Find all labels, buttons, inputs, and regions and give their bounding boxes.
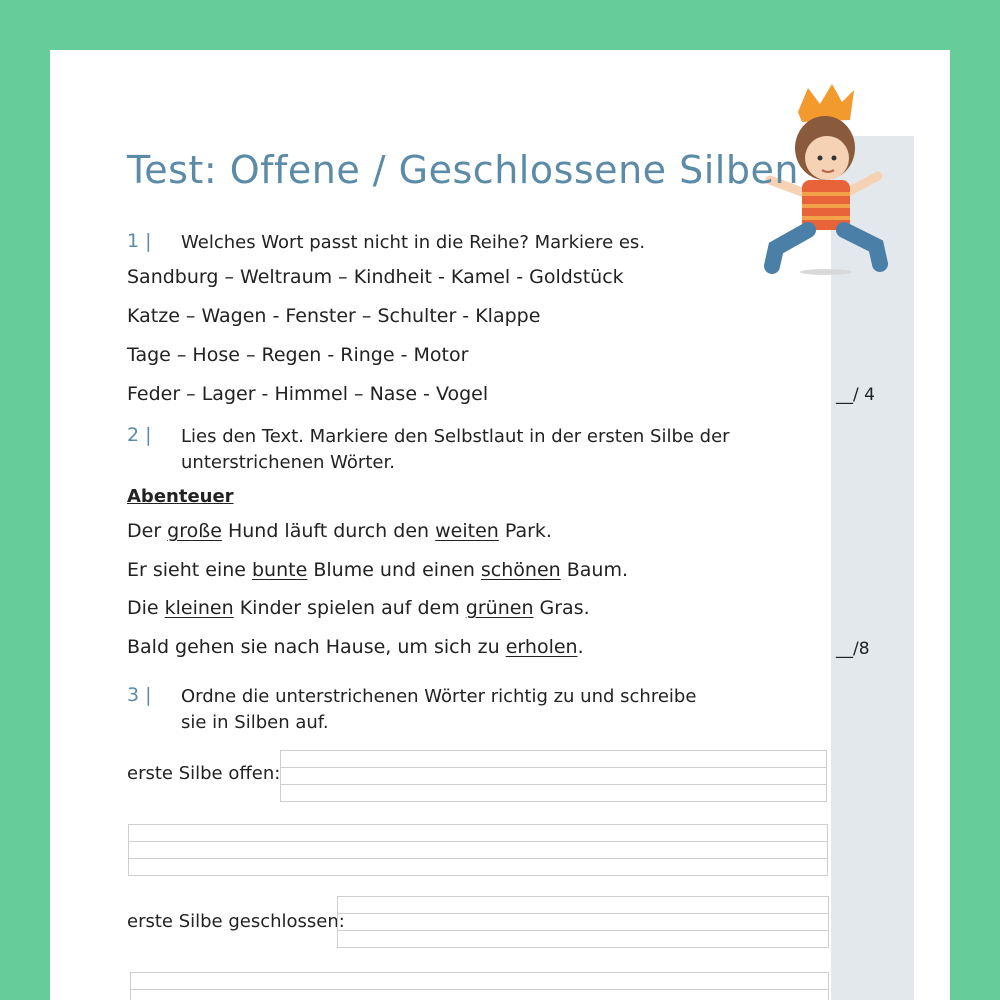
writing-lines-open-1[interactable] [280, 750, 827, 802]
underlined-word: schönen [480, 559, 561, 581]
sentence-4: Bald gehen sie nach Hause, um sich zu erholen. [127, 636, 584, 658]
word-row-3: Tage – Hose – Regen - Ringe - Motor [127, 344, 469, 366]
underlined-word: große [167, 520, 222, 542]
sentence-1: Der große Hund läuft durch den weiten Park. [127, 520, 552, 542]
underlined-word: weiten [435, 520, 499, 542]
text-heading: Abenteuer [127, 486, 234, 507]
question-3-number: 3 | [127, 684, 152, 706]
label-closed-syllable: erste Silbe geschlossen: [127, 911, 345, 932]
writing-lines-open-2[interactable] [128, 824, 828, 876]
question-3-prompt-line-2: sie in Silben auf. [181, 712, 329, 733]
question-2-number: 2 | [127, 424, 152, 446]
question-2-score: __/8 [836, 639, 870, 659]
underlined-word: grünen [465, 597, 534, 619]
underlined-word: bunte [252, 559, 308, 581]
label-open-syllable: erste Silbe offen: [127, 763, 281, 784]
underlined-word: erholen [505, 636, 578, 658]
page-title: Test: Offene / Geschlossene Silben [127, 148, 799, 192]
question-2-prompt-line-2: unterstrichenen Wörter. [181, 452, 395, 473]
word-row-4: Feder – Lager - Himmel – Nase - Vogel [127, 383, 489, 405]
sentence-3: Die kleinen Kinder spielen auf dem grünen Gras. [127, 597, 590, 619]
question-3-prompt-line-1: Ordne die unterstrichenen Wörter richtig zu und schreibe [181, 686, 697, 707]
writing-lines-closed-2[interactable] [130, 972, 829, 1000]
question-1-number: 1 | [127, 230, 152, 252]
question-2-prompt-line-1: Lies den Text. Markiere den Selbstlaut in der ersten Silbe der [181, 426, 730, 447]
sentence-2: Er sieht eine bunte Blume und einen schönen Baum. [127, 559, 629, 581]
word-row-1: Sandburg – Weltraum – Kindheit - Kamel - Goldstück [127, 266, 624, 288]
underlined-word: kleinen [164, 597, 234, 619]
question-1-score: __/ 4 [836, 385, 875, 405]
writing-lines-closed-1[interactable] [337, 896, 829, 948]
worksheet [50, 50, 950, 1000]
word-row-2: Katze – Wagen - Fenster – Schulter - Klappe [127, 305, 541, 327]
question-1-prompt: Welches Wort passt nicht in die Reihe? Markiere es. [181, 232, 646, 253]
